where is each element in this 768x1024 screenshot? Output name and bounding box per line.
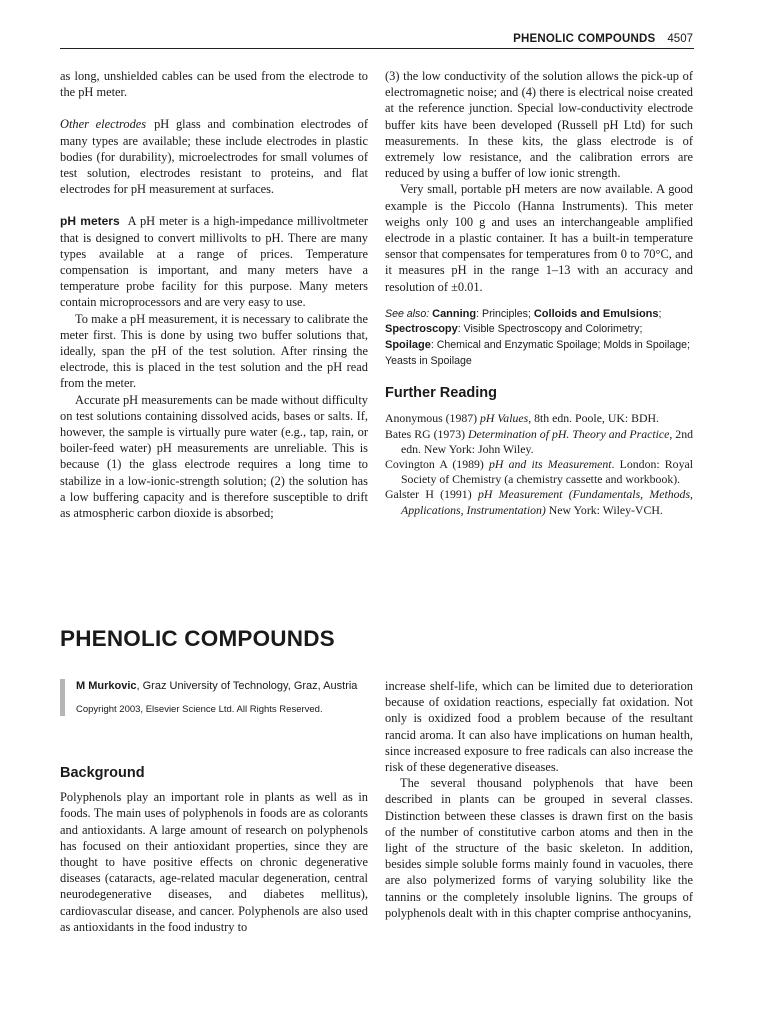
ref-publisher: , 8th edn. Poole, UK: BDH. — [528, 411, 659, 426]
ref-author: Covington A (1989) — [385, 457, 489, 472]
ref-title: pH and its Measurement — [489, 457, 612, 472]
reference-item — [385, 487, 693, 517]
reference-list — [385, 411, 693, 517]
paragraph: Polyphenols play an important role in plants as well as in foods. The main uses of polyphenols in foods are as colorants and antioxidants. A large amount of research on polyphenols has focused on their antioxidant properties, since they are thought to have positive effects on chronic degenerative diseases (cataracts, age-related macular degeneration, central neurodegenerative diseases, and diabetes mellitus), cardiovascular disease, and cancer. Polyphenols are also used as antioxidants in the food industry to — [60, 790, 368, 934]
reference-item — [385, 457, 693, 487]
see-also-text: : Visible Spectroscopy and Colorimetry; — [457, 323, 643, 336]
header-rule — [60, 48, 694, 49]
see-also-link[interactable]: Colloids and Emulsions — [533, 307, 659, 320]
ref-title: pH Values — [480, 411, 529, 426]
author-block — [60, 679, 376, 716]
paragraph: The several thousand polyphenols that have been described in plants can be grouped in several classes. Distinction between these classes is drawn first on the basis of the number of constitutive carbon atoms and then in the light of the structure of the basic skeleton. In addition, besides simple soluble forms mainly found in vacuoles, there are also polymerized forms of varying solubility like the tannins or the completely insoluble lignins. The groups of polyphenols dealt with in this chapter comprise anthocyanins, — [385, 776, 693, 920]
paragraph: Very small, portable pH meters are now available. A good example is the Piccolo (Hanna Instruments). This meter weighs only 100 g and uses an interchangeable amplified electrode in a plastic container. It has a built-in temperature sensor that compensates for temperatures from 0 to 70°C, and it measures pH in the range 1–13 with an accuracy and resolution of ±0.01. — [385, 182, 693, 294]
paragraph: increase shelf-life, which can be limited due to deterioration because of oxidation reactions, especially fat oxidation. Not only is oxidized food a problem because of the resultant rancid aroma. It can also have implications on human health, since increased exposure to free radicals can also increase the risk of these degenerative diseases. — [385, 679, 693, 775]
paragraph: Accurate pH measurements can be made without difficulty on test solutions containing dissolved acids, bases or salts. If, however, the sample is virtually pure water (e.g., tap, rain, or boiler-feed water) pH measurements are unreliable. This is because (1) the glass electrode requires a long time to stabilize in a low-ionic-strength solution; (2) the solution has a low buffering capacity and is therefore susceptible to drift as atmospheric carbon dioxide is absorbed; — [60, 392, 368, 521]
page-number: 4507 — [667, 33, 693, 45]
runin-heading-ph-meters: pH meters — [60, 214, 120, 229]
bottom-right-column — [385, 678, 693, 921]
see-also-link[interactable]: Spoilage — [385, 339, 431, 352]
author-line — [76, 679, 376, 694]
paragraph-body: pH glass and combination electrodes of many types are available; these include electrodes in plastic bodies (for durability), microelectrodes for small volumes of test solution, electrodes resistant to proteins, and flat electrodes for pH measurement at surfaces. — [60, 117, 368, 197]
copyright-notice: Copyright 2003, Elsevier Science Ltd. All Rights Reserved. — [76, 703, 323, 715]
author-affiliation: , Graz University of Technology, Graz, Austria — [136, 680, 358, 692]
bottom-left-column — [60, 765, 368, 935]
ref-title: pH Measurement (Fundamentals, Methods, Applications, Instrumentation) — [401, 487, 693, 517]
ref-publisher: New York: Wiley-VCH. — [545, 502, 663, 517]
reference-item — [385, 427, 693, 457]
ref-title: Determination of pH. Theory and Practice — [468, 426, 670, 441]
paragraph: as long, unshielded cables can be used from the electrode to the pH meter. — [60, 69, 368, 100]
see-also-link[interactable]: Canning — [432, 307, 477, 320]
ref-author: Bates RG (1973) — [385, 426, 469, 441]
ref-publisher: . London: Royal Society of Chemistry (a chemistry cassette and workbook). — [401, 457, 693, 487]
see-also-link[interactable]: Spectroscopy — [385, 323, 458, 336]
top-right-column — [385, 68, 693, 518]
see-also-text: ; — [658, 307, 662, 320]
running-header — [513, 33, 693, 45]
paragraph — [60, 213, 368, 310]
author-name: M Murkovic — [76, 680, 137, 692]
further-reading-heading: Further Reading — [385, 385, 497, 402]
background-heading: Background — [60, 765, 145, 781]
ref-publisher: , 2nd edn. New York: John Wiley. — [401, 426, 694, 456]
paragraph — [60, 116, 368, 197]
see-also-label: See also: — [385, 307, 430, 320]
chapter-title: PHENOLIC COMPOUNDS — [60, 626, 335, 651]
ref-author: Galster H (1991) — [385, 487, 478, 502]
runin-heading-other-electrodes: Other electrodes — [60, 117, 147, 132]
running-title: PHENOLIC COMPOUNDS — [513, 33, 656, 45]
see-also — [385, 307, 693, 369]
top-left-column — [60, 68, 368, 521]
see-also-text: : Principles; — [476, 307, 531, 320]
paragraph: To make a pH measurement, it is necessary to calibrate the meter first. This is done by using two buffer solutions that, ideally, span the pH of the test solution. After rinsing the electrode, this is placed in the test solution and the pH read from the meter. — [60, 311, 368, 391]
ref-author: Anonymous (1987) — [385, 411, 481, 426]
reference-item — [385, 411, 693, 426]
see-also-text: : Chemical and Enzymatic Spoilage; Molds in Spoilage; Yeasts in Spoilage — [385, 339, 690, 367]
paragraph-body: A pH meter is a high-impedance millivoltmeter that is designed to convert millivolts to pH. There are many types available at a range of prices. Temperature compensation is important, and many meters have a temperature probe facility for this purpose. Many meters contain microprocessors and are very easy to use. — [60, 214, 369, 310]
paragraph: (3) the low conductivity of the solution allows the pick-up of electromagnetic noise; and (4) there is electrical noise created at the reference junction. Special low-conductivity electrode buffer kits have been developed (Russell pH Ltd) for such measurements. In these kits, the glass electrode is of extremely low resistance, and the calibration errors are reduced by using a buffer of low ionic strength. — [385, 69, 693, 181]
